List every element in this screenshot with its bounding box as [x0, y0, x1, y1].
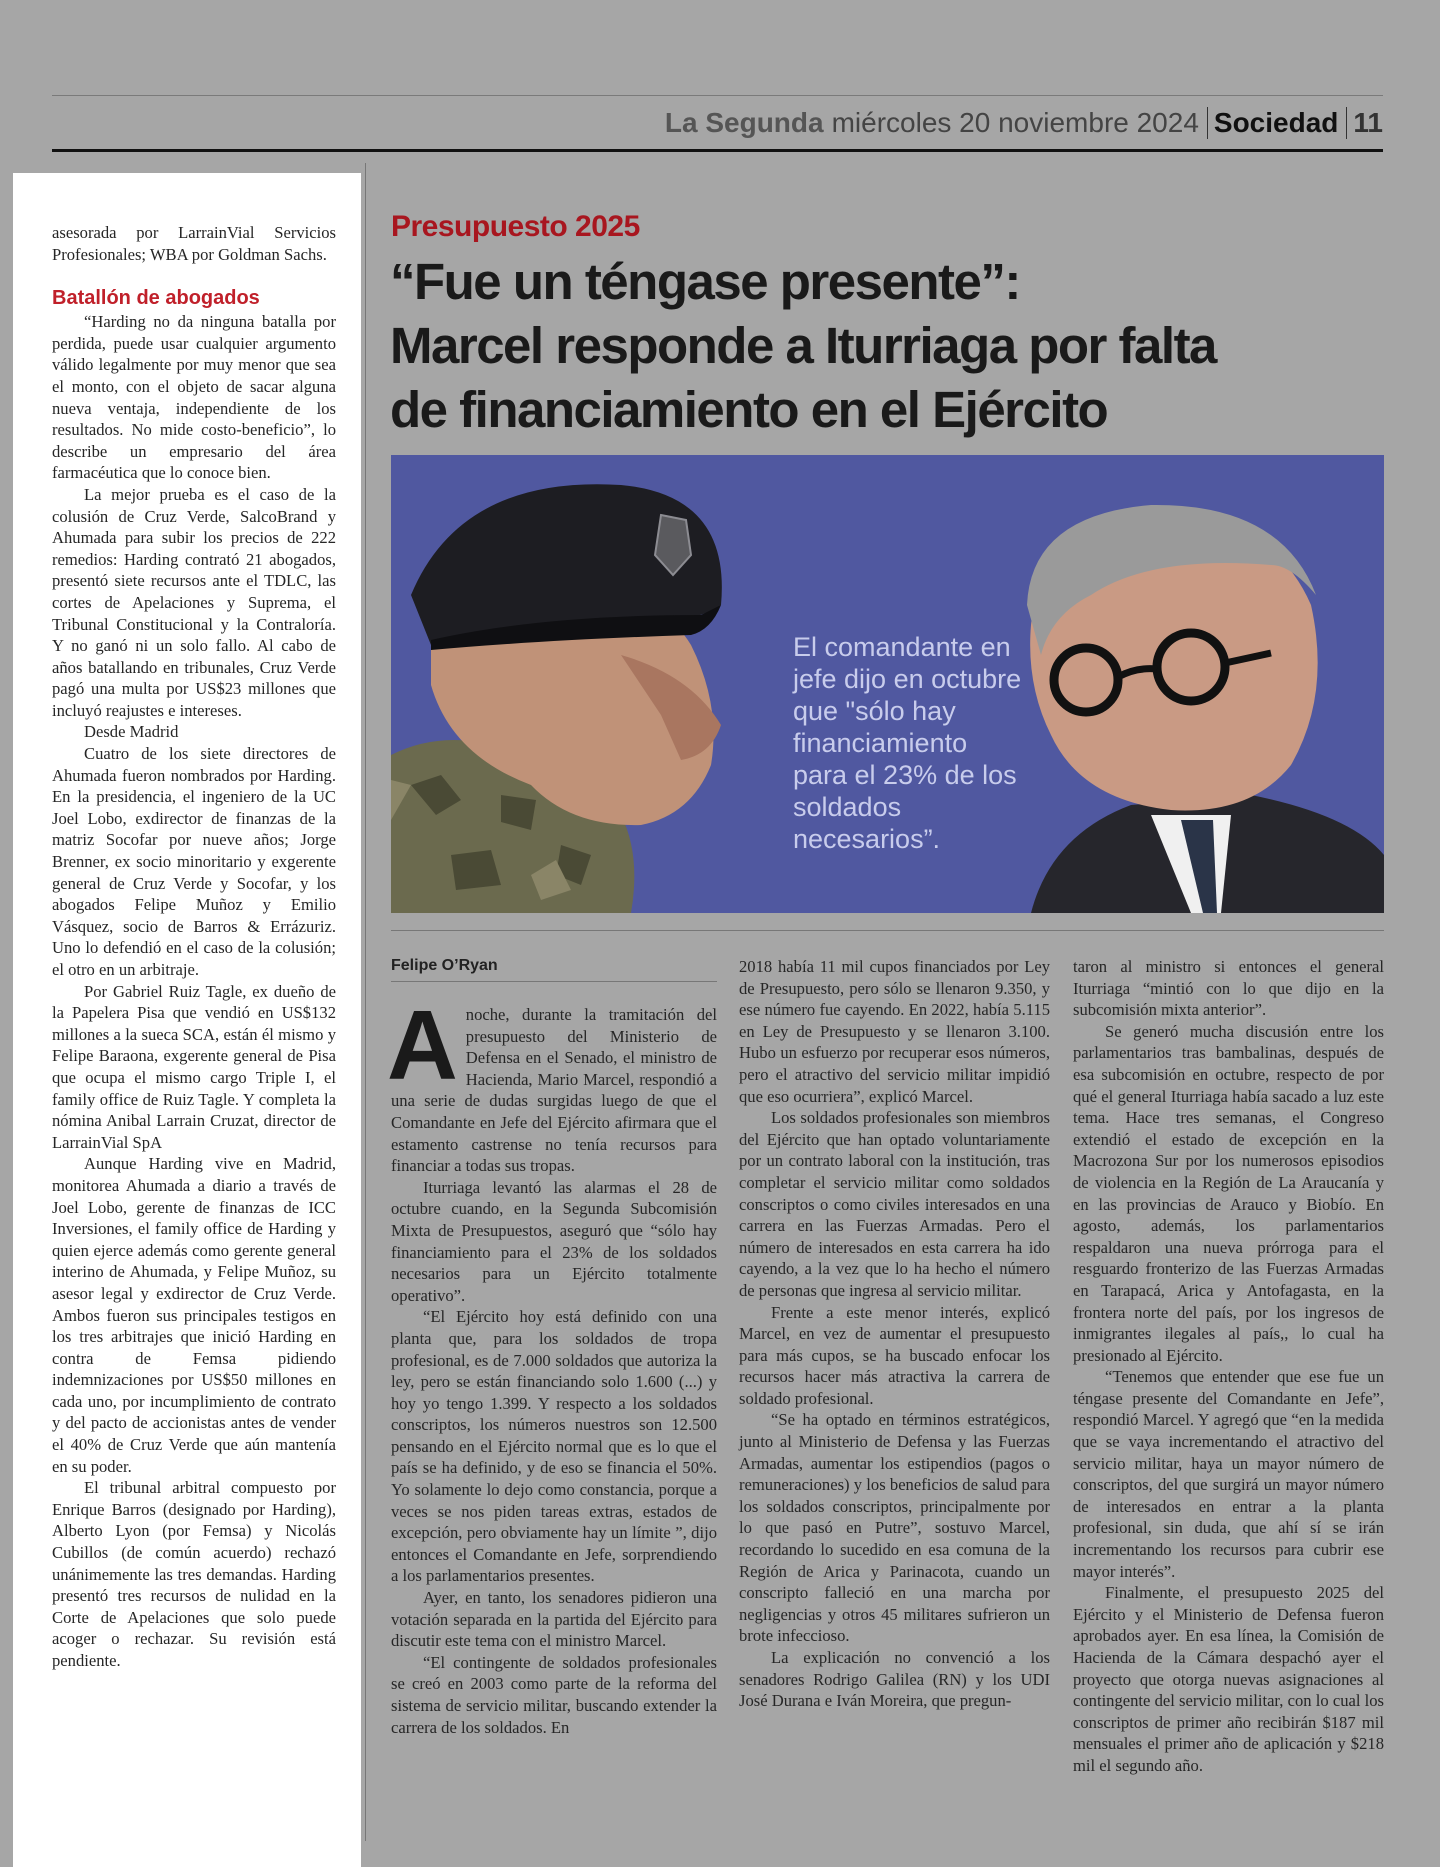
photo-rule	[391, 930, 1384, 931]
column-divider	[365, 163, 366, 1841]
paragraph: “El contingente de soldados profesionales se creó en 2003 como parte de la reforma del sistema de servicio militar, buscando extender la carrera de los soldados. En	[391, 1652, 717, 1737]
issue-date: miércoles 20 noviembre 2024	[831, 107, 1199, 138]
article-headline	[390, 250, 1390, 442]
lead-paragraph	[387, 990, 717, 1177]
article-photo	[391, 455, 1384, 913]
subheading: Batallón de abogados	[52, 287, 260, 310]
paragraph: Los soldados profesionales son miembros del Ejército que han optado voluntariamente por un contrato laboral con la institución, tras completar el servicio militar como soldados conscriptos o como civiles interesados en una carrera en las Fuerzas Armadas. Pero el número de interesados en esta carrera ha ido cayendo, a la vez que lo ha hecho el número de personas que ingresa al servicio militar.	[739, 1108, 1050, 1300]
article-column-1	[387, 990, 717, 1738]
drop-cap: A	[387, 990, 458, 1100]
masthead-divider	[1346, 107, 1347, 139]
section-name: Sociedad	[1213, 107, 1339, 138]
paragraph: El tribunal arbitral compuesto por Enrique Barros (designado por Harding), Alberto Lyon (por Femsa) y Nicolás Cubillos (de común acuerdo) rechazó unánimemente las tres demandas. Harding presentó tres recursos de nulidad en la Corte de Apelaciones que solo puede acoger o rechazar. Su revisión está pendiente.	[52, 1478, 336, 1670]
paragraph: Por Gabriel Ruiz Tagle, ex dueño de la Papelera Pisa que vendió en US$132 millones a la sueca SCA, están él mismo y Felipe Baraona, exgerente general de Pisa que ocupa el mismo cargo Triple I, el family office de Ruiz Tagle. Y completa la nómina Anibal Larrain Cruzat, director de LarrainVial SpA	[52, 981, 336, 1152]
masthead-divider	[1207, 107, 1208, 139]
paragraph: “Harding no da ninguna batalla por perdida, puede usar cualquier argumento válido legalmente por muy menor que sea el monto, con el objeto de sacar alguna nueva ventaja, independiente de los resultados. No mide costo-beneficio”, lo describe un empresario del área farmacéutica que lo conoce bien.	[52, 312, 336, 483]
paragraph: “Tenemos que entender que ese fue un téngase presente del Comandante en Jefe”, respondió Marcel. Y agregó que “en la medida que se vaya incrementando el atractivo del servicio militar, haya un mayor número de conscriptos, del que surgirá un mayor número de interesados en entrar a la planta profesional, sin duda, que ahí sí se irán incrementando los recursos para cubrir ese mayor interés”.	[1073, 1367, 1384, 1581]
headline-line: de financiamiento en el Ejército	[390, 381, 1108, 438]
masthead-rule	[52, 149, 1383, 152]
paragraph: La explicación no convenció a los senadores Rodrigo Galilea (RN) y los UDI José Durana e Iván Moreira, que pregun-	[739, 1648, 1050, 1711]
headline-line: Marcel responde a Iturriaga por falta	[390, 317, 1216, 374]
headline-line: “Fue un téngase presente”:	[390, 253, 1020, 310]
article-column-3	[1073, 956, 1384, 1777]
paragraph: Aunque Harding vive en Madrid, monitorea Ahumada a diario a través de Joel Lobo, gerente de finanzas de ICC Inversiones, el family office de Harding y quien ejerce además como gerente general interino de Ahumada, y Felipe Muñoz, su asesor legal y exdirector de Cruz Verde. Ambos fueron sus principales testigos en los tres arbitrajes que inició Harding en contra de Femsa pidiendo indemnizaciones por US$50 millones en cada uno, por incumplimiento de contrato y del pacto de accionistas antes de vender el 40% de Cruz Verde que aún mantenía en su poder.	[52, 1154, 336, 1476]
byline: Felipe O’Ryan	[391, 957, 717, 982]
paragraph: Se generó mucha discusión entre los parlamentarios tras bambalinas, después de esa subcomisión en octubre, respecto de por qué el general Iturriaga había sacado a luz este tema. Hace tres semanas, el Congreso extendió el estado de excepción en la Macrozona Sur por los numerosos episodios de violencia en la Región de La Araucanía y en las provincias de Arauco y Biobío. En agosto, además, los parlamentarios respaldaron una nueva prórroga para el resguardo fronterizo de las Fuerzas Armadas en Tarapacá, Arica y Antofagasta, en la frontera norte del país, por los ingresos de inmigrantes ilegales al país,, lo cual ha presionado al Ejército.	[1073, 1021, 1384, 1365]
paragraph: asesorada por LarrainVial Servicios Profesionales; WBA por Goldman Sachs.	[52, 223, 336, 264]
paragraph: Cuatro de los siete directores de Ahumada fueron nombrados por Harding. En la presidencia, el ingeniero de la UC Joel Lobo, exdirector de finanzas de la matriz Socofar por nueve años; Jorge Brenner, ex socio minoritario y exgerente general de Cruz Verde y Socofar, y los abogados Felipe Muñoz y Emilio Vásquez, socio de Barros & Errázuriz. Uno lo defendió en el caso de la colusión; el otro en un arbitraje.	[52, 744, 336, 979]
newspaper-name: La Segunda	[664, 107, 824, 138]
previous-article-column	[52, 222, 336, 1672]
paragraph: 2018 había 11 mil cupos financiados por Ley de Presupuesto, pero sólo se llenaron 9.350, y ese número fue cayendo. En 2022, había 5.115 en Ley de Presupuesto y se llenaron 3.100. Hubo un esfuerzo por recuperar esos números, pero el atractivo del servicio militar impidió que eso ocurriera”, explicó Marcel.	[739, 957, 1050, 1106]
masthead	[52, 100, 1383, 146]
photo-caption: El comandante en jefe dijo en octubre que "sólo hay financiamiento para el 23% de los soldados necesarios”.	[793, 632, 1022, 854]
lead-text: noche, durante la tramitación del presupuesto del Ministerio de Defensa en el Senado, el ministro de Hacienda, Mario Marcel, respondió a una serie de dudas surgidas luego de que el Comandante en Jefe del Ejército afirmara que el estamento castrense no tenía recursos para financiar a todas sus tropas.	[391, 1005, 717, 1176]
inline-subhead: Desde Madrid	[84, 722, 179, 742]
paragraph: taron al ministro si entonces el general Iturriaga “mintió con lo que dijo en la subcomisión mixta anterior”.	[1073, 957, 1384, 1020]
article-column-2	[739, 956, 1050, 1712]
paragraph: Frente a este menor interés, explicó Marcel, en vez de aumentar el presupuesto para más cupos, se ha buscado enfocar los recursos hacer más atractiva la carrera de soldado profesional.	[739, 1302, 1050, 1408]
paragraph: Iturriaga levantó las alarmas el 28 de octubre cuando, en la Segunda Subcomisión Mixta de Presupuestos, aseguró que “sólo hay financiamiento para el 23% de los soldados necesarios para un Ejército totalmente operativo”.	[391, 1177, 717, 1305]
paragraph: “Se ha optado en términos estratégicos, junto al Ministerio de Defensa y las Fuerzas Armadas, aumentar los estipendios (pagos o remuneraciones) y los beneficios de salud para los soldados conscriptos, principalmente por lo que pasó en Putre”, sostuvo Marcel, recordando lo sucedido en esa comuna de la Región de Arica y Parinacota, cuando un conscripto falleció en una marcha por negligencias y otros 45 militares sufrieron un brote infeccioso.	[739, 1410, 1050, 1646]
article-kicker: Presupuesto 2025	[391, 210, 640, 243]
paragraph: Ayer, en tanto, los senadores pidieron una votación separada en la partida del Ejército para discutir este tema con el ministro Marcel.	[391, 1588, 717, 1651]
paragraph: La mejor prueba es el caso de la colusión de Cruz Verde, SalcoBrand y Ahumada para subir los precios de 222 remedios: Harding contrató 21 abogados, presentó siete recursos ante el TDLC, las cortes de Apelaciones y Suprema, el Tribunal Constitucional y la Contraloría. Y no ganó ni un solo fallo. Al cabo de años batallando en tribunales, Cruz Verde pagó una multa por US$23 millones que incluyó reajustes e intereses.	[52, 484, 336, 720]
paragraph: “El Ejército hoy está definido con una planta que, para los soldados de tropa profesional, es de 7.000 soldados que autoriza la ley, pero se están financiando solo 1.600 (...) y hoy yo tengo 1.399. Y respecto a los soldados conscriptos, los números nuestros son 12.500 pensando en el Ejército normal que es lo que el país se ha definido, y de eso se financia el 50%. Yo solamente lo dejo como constancia, porque a veces se nos piden tareas extras, estados de excepción, pero obviamente hay un límite ”, dijo entonces el Comandante en Jefe, sorprendiendo a los parlamentarios presentes.	[391, 1307, 717, 1586]
top-rule	[52, 95, 1383, 96]
page-number: 11	[1353, 107, 1383, 138]
paragraph: Finalmente, el presupuesto 2025 del Ejército y el Ministerio de Defensa fueron aprobados ayer. En esa línea, la Comisión de Hacienda de la Cámara despachó ayer el proyecto que otorga nuevas asignaciones al contingente del servicio militar, con lo cual los conscriptos de primer año recibirán $187 mil mensuales el primer año de aplicación y $218 mil el segundo año.	[1073, 1583, 1384, 1775]
